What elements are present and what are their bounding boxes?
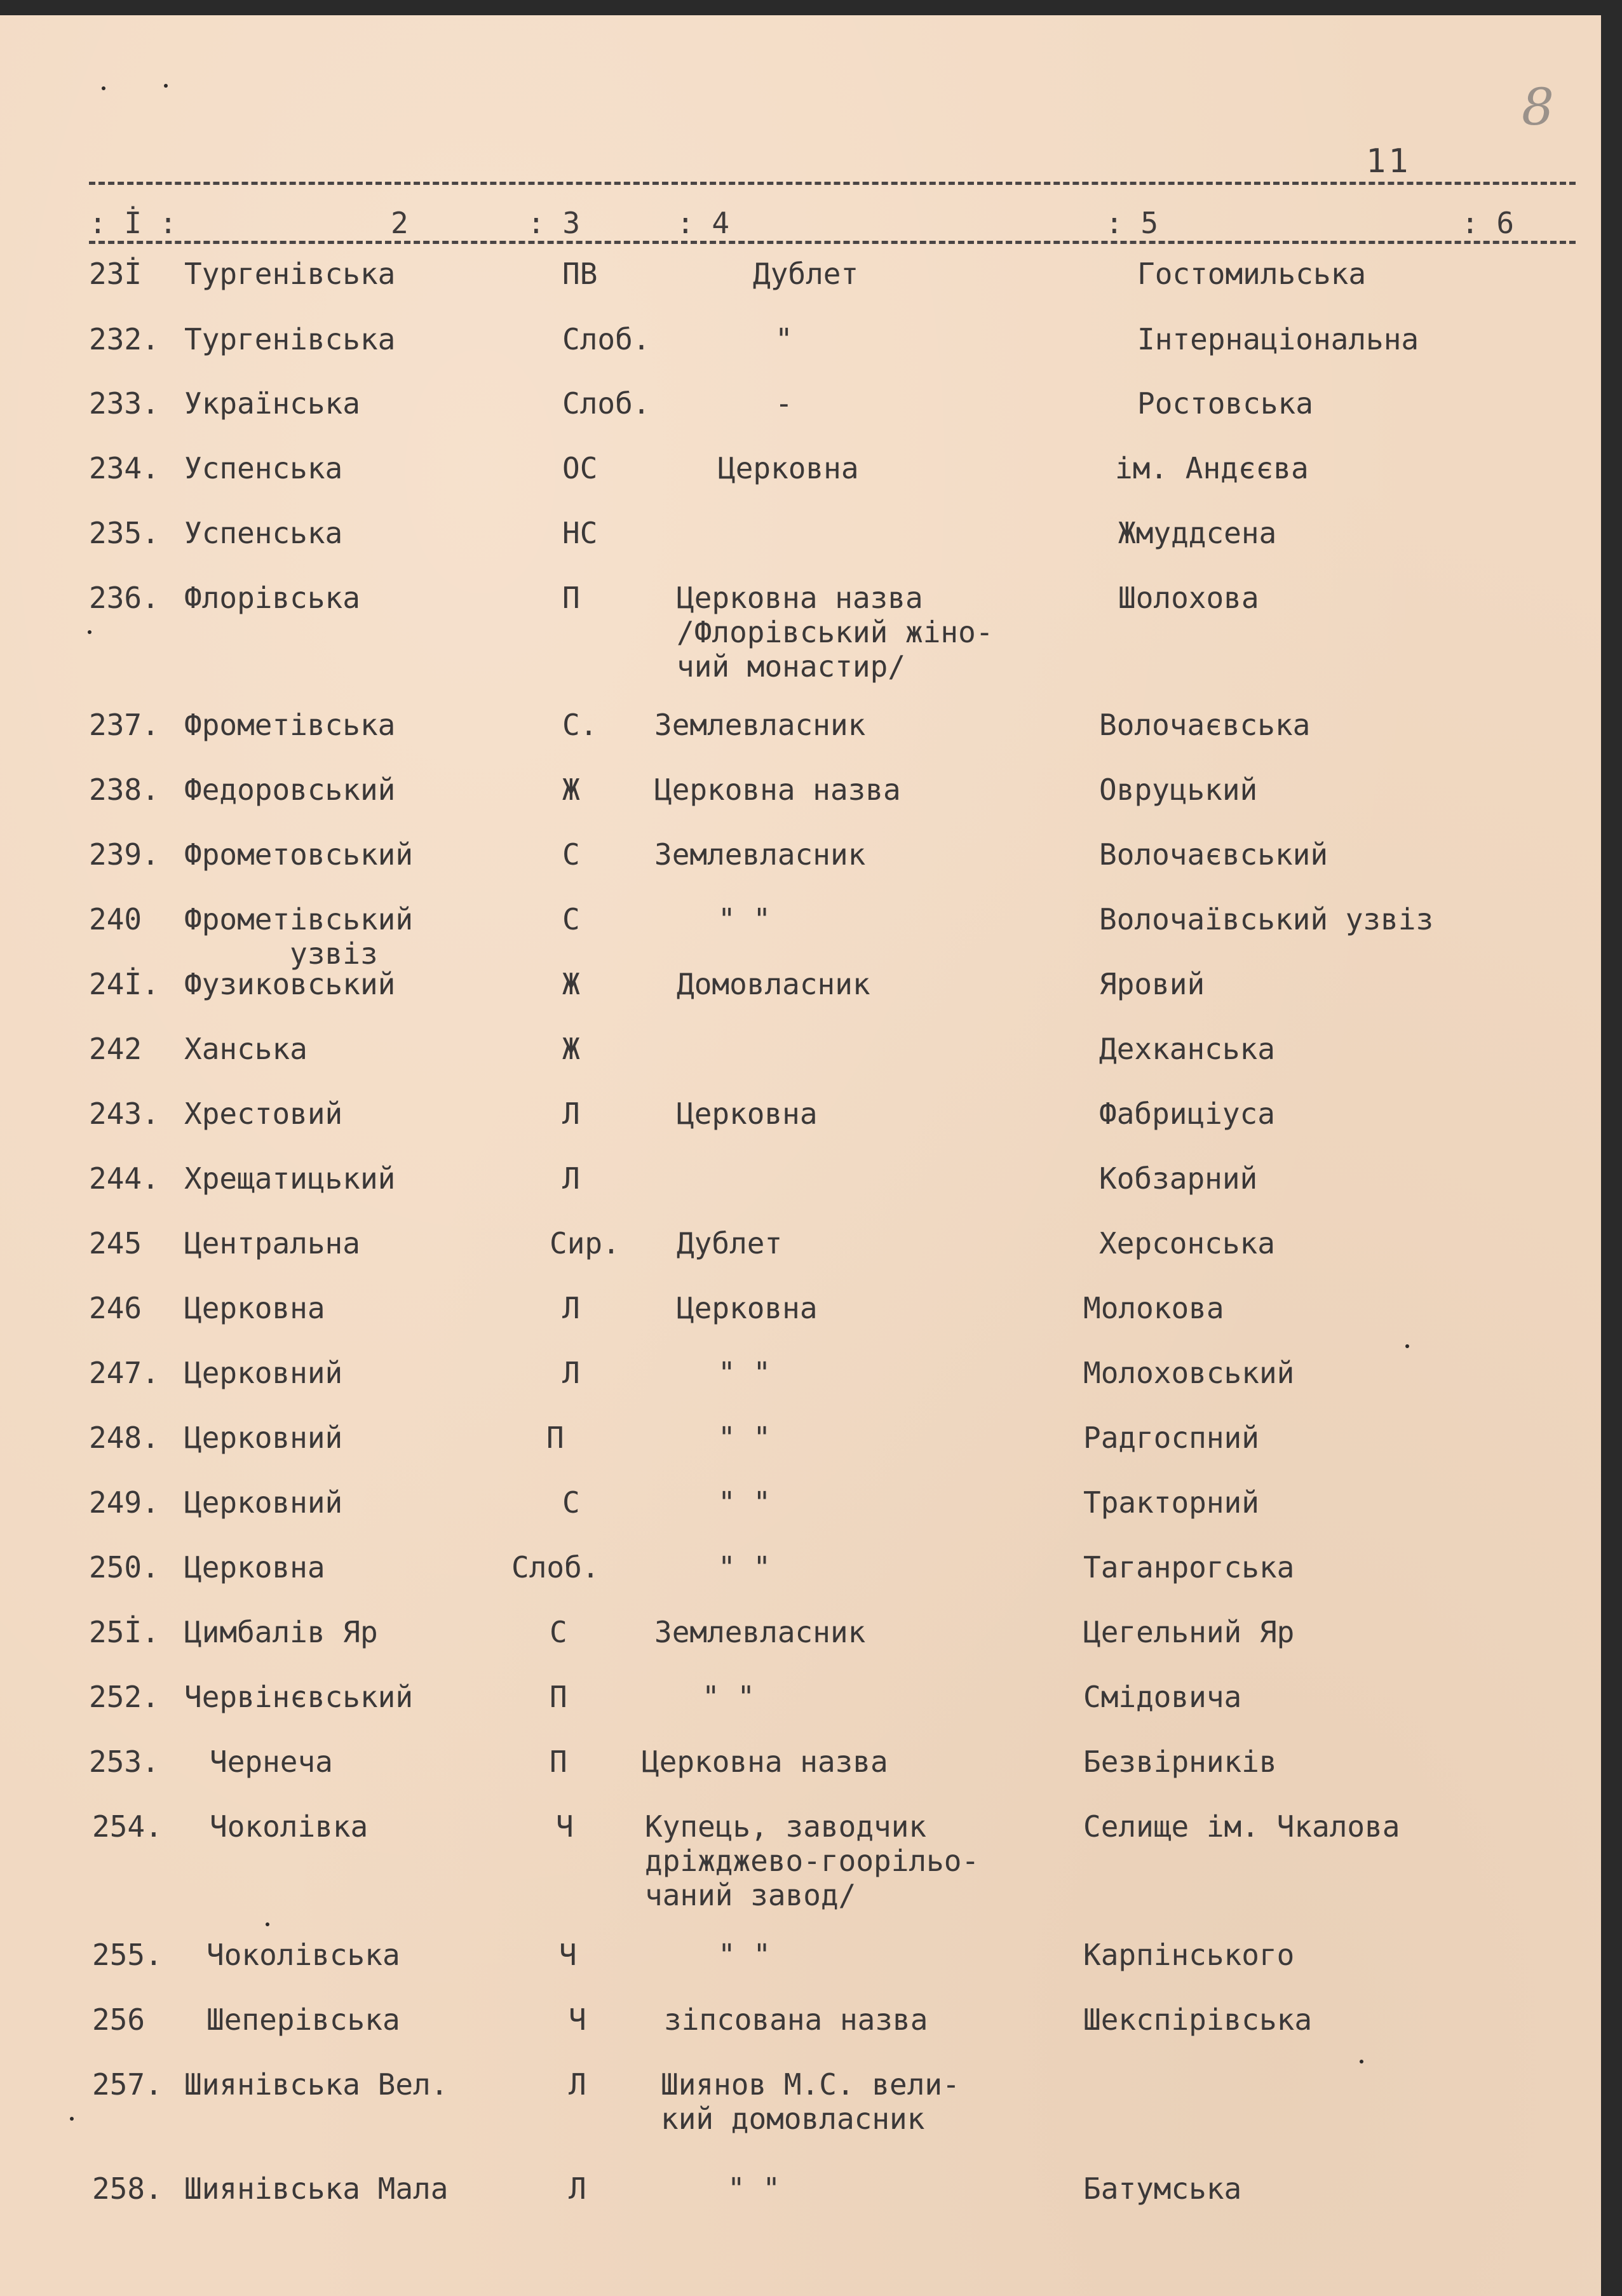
- rename-reason: " ": [718, 1356, 771, 1390]
- rename-reason: " ": [702, 1680, 755, 1714]
- rename-reason: " ": [727, 2171, 781, 2206]
- table-row: [0, 386, 1601, 443]
- new-street-name: ім. Андєєва: [1115, 451, 1309, 485]
- table-row: [0, 708, 1601, 765]
- table-row: [0, 837, 1601, 895]
- rename-reason: Дублет: [753, 257, 859, 291]
- ink-speck: [1405, 1344, 1409, 1348]
- old-street-name: Успенська: [184, 516, 343, 550]
- district-type: С: [550, 1615, 567, 1649]
- row-number: 235.: [89, 516, 159, 550]
- rename-reason: Церковна назва: [642, 1745, 888, 1779]
- row-number: 239.: [89, 837, 159, 872]
- table-row: [0, 1615, 1601, 1672]
- old-street-name: Червінєвський: [184, 1680, 414, 1714]
- new-street-name: Овруцький: [1099, 773, 1258, 807]
- district-type: Ч: [559, 1938, 577, 1972]
- table-row: [0, 773, 1601, 830]
- row-number: 244.: [89, 1161, 159, 1196]
- new-street-name: Інтернаціональна: [1137, 322, 1419, 356]
- district-type: Ч: [569, 2002, 586, 2037]
- old-street-name: Федоровський: [184, 773, 396, 807]
- new-street-name: Смідовича: [1083, 1680, 1242, 1714]
- old-street-name: Фрометівський узвіз: [184, 902, 414, 971]
- header-bottom-rule: [89, 241, 1576, 244]
- rename-reason: Домовласник: [677, 967, 870, 1001]
- new-street-name: Батумська: [1083, 2171, 1242, 2206]
- district-type: Л: [562, 1097, 580, 1131]
- pencil-page-number: 8: [1522, 78, 1554, 137]
- new-street-name: Молоховський: [1083, 1356, 1295, 1390]
- old-street-name: Хрещатицький: [184, 1161, 396, 1196]
- table-row: [0, 1550, 1601, 1607]
- archival-page: [0, 15, 1601, 2296]
- new-street-name: Карпінського: [1083, 1938, 1295, 1972]
- district-type: Л: [569, 2171, 586, 2206]
- district-type: Слоб.: [562, 322, 651, 356]
- new-street-name: Таганрогська: [1083, 1550, 1295, 1584]
- district-type: Ж: [562, 773, 580, 807]
- district-type: Ч: [556, 1809, 574, 1844]
- ink-speck: [266, 1922, 269, 1926]
- new-street-name: Тракторний: [1083, 1485, 1259, 1520]
- header-top-rule: [89, 182, 1576, 185]
- table-row: [0, 1809, 1601, 1930]
- old-street-name: Успенська: [184, 451, 343, 485]
- new-street-name: Шекспірівська: [1083, 2002, 1313, 2037]
- header-col6: : 6: [1461, 206, 1515, 240]
- district-type: Ж: [562, 1032, 580, 1066]
- rename-reason: ": [775, 322, 793, 356]
- old-street-name: Чоколівська: [206, 1938, 400, 1972]
- table-row: [0, 1226, 1601, 1283]
- rename-reason: Церковна: [677, 1291, 818, 1325]
- old-street-name: Тургенівська: [184, 322, 396, 356]
- row-number: 238.: [89, 773, 159, 807]
- row-number: 246: [89, 1291, 142, 1325]
- district-type: Л: [569, 2067, 586, 2102]
- table-row: [0, 2002, 1601, 2060]
- rename-reason: Церковна назва: [654, 773, 901, 807]
- table-row: [0, 2067, 1601, 2156]
- new-street-name: Безвірників: [1083, 1745, 1277, 1779]
- row-number: 242: [89, 1032, 142, 1066]
- new-street-name: Шолохова: [1118, 581, 1259, 615]
- district-type: ПВ: [562, 257, 598, 291]
- old-street-name: Церковний: [184, 1485, 343, 1520]
- row-number: 236.: [89, 581, 159, 615]
- rename-reason: Землевласник: [654, 1615, 866, 1649]
- old-street-name: Чоколівка: [210, 1809, 368, 1844]
- header-col1: : İ :: [89, 206, 177, 240]
- rename-reason: Церковна: [718, 451, 859, 485]
- district-type: П: [550, 1680, 567, 1714]
- rename-reason: Церковна: [677, 1097, 818, 1131]
- row-number: 257.: [92, 2067, 163, 2102]
- old-street-name: Шиянівська Вел.: [184, 2067, 449, 2102]
- new-street-name: Молокова: [1083, 1291, 1224, 1325]
- district-type: НС: [562, 516, 598, 550]
- row-number: 232.: [89, 322, 159, 356]
- table-row: [0, 257, 1601, 314]
- row-number: 245: [89, 1226, 142, 1260]
- old-street-name: Ханська: [184, 1032, 308, 1066]
- table-row: [0, 1356, 1601, 1413]
- new-street-name: Волочаївський узвіз: [1099, 902, 1434, 936]
- rename-reason: " ": [718, 1550, 771, 1584]
- typed-page-number: 11: [1366, 142, 1411, 180]
- new-street-name: Ростовська: [1137, 386, 1313, 421]
- old-street-name: Фузиковський: [184, 967, 396, 1001]
- old-street-name: Центральна: [184, 1226, 360, 1260]
- district-type: Л: [562, 1161, 580, 1196]
- district-type: П: [550, 1745, 567, 1779]
- table-row: [0, 1680, 1601, 1737]
- ink-speck: [164, 84, 168, 88]
- row-number: 237.: [89, 708, 159, 742]
- old-street-name: Фрометівська: [184, 708, 396, 742]
- old-street-name: Цимбалів Яр: [184, 1615, 378, 1649]
- row-number: 234.: [89, 451, 159, 485]
- table-row: [0, 581, 1601, 701]
- district-type: Л: [562, 1356, 580, 1390]
- rename-reason: " ": [718, 1938, 771, 1972]
- district-type: Л: [562, 1291, 580, 1325]
- new-street-name: Гостомильська: [1137, 257, 1367, 291]
- table-row: [0, 1032, 1601, 1089]
- rename-reason: Землевласник: [654, 708, 866, 742]
- ink-speck: [88, 630, 91, 634]
- district-type: С: [562, 837, 580, 872]
- header-col5: : 5: [1105, 206, 1159, 240]
- row-number: 249.: [89, 1485, 159, 1520]
- new-street-name: Кобзарний: [1099, 1161, 1258, 1196]
- table-row: [0, 451, 1601, 508]
- new-street-name: Волочаєвська: [1099, 708, 1311, 742]
- new-street-name: Волочаєвський: [1099, 837, 1328, 872]
- row-number: 253.: [89, 1745, 159, 1779]
- old-street-name: Шиянівська Мала: [184, 2171, 449, 2206]
- district-type: Слоб.: [511, 1550, 600, 1584]
- row-number: 240: [89, 902, 142, 936]
- table-row: [0, 516, 1601, 573]
- district-type: С: [562, 1485, 580, 1520]
- new-street-name: Жмуддсена: [1118, 516, 1277, 550]
- old-street-name: Тургенівська: [184, 257, 396, 291]
- new-street-name: Дехканська: [1099, 1032, 1275, 1066]
- district-type: С: [562, 902, 580, 936]
- header-col4: : 4: [677, 206, 730, 240]
- new-street-name: Яровий: [1099, 967, 1205, 1001]
- header-col3: : 3: [527, 206, 581, 240]
- rename-reason: зіпсована назва: [664, 2002, 928, 2037]
- rename-reason: Дублет: [677, 1226, 783, 1260]
- table-row: [0, 2171, 1601, 2229]
- rename-reason: Землевласник: [654, 837, 866, 872]
- row-number: 252.: [89, 1680, 159, 1714]
- row-number: 247.: [89, 1356, 159, 1390]
- row-number: 25İ.: [89, 1615, 159, 1649]
- district-type: С.: [562, 708, 598, 742]
- new-street-name: Селище ім. Чкалова: [1083, 1809, 1400, 1844]
- old-street-name: Фрометовський: [184, 837, 414, 872]
- table-row: [0, 1938, 1601, 1995]
- rename-reason: " ": [718, 1485, 771, 1520]
- row-number: 256: [92, 2002, 145, 2037]
- row-number: 255.: [92, 1938, 163, 1972]
- old-street-name: Церковна: [184, 1550, 325, 1584]
- row-number: 233.: [89, 386, 159, 421]
- district-type: Ж: [562, 967, 580, 1001]
- row-number: 250.: [89, 1550, 159, 1584]
- table-row: [0, 1161, 1601, 1219]
- district-type: П: [546, 1421, 564, 1455]
- rename-reason: Шиянов М.С. вели- кий домовласник: [661, 2067, 960, 2136]
- old-street-name: Чернеча: [210, 1745, 333, 1779]
- old-street-name: Церковний: [184, 1421, 343, 1455]
- new-street-name: Цегельний Яр: [1083, 1615, 1295, 1649]
- table-row: [0, 1291, 1601, 1348]
- district-type: Слоб.: [562, 386, 651, 421]
- rename-reason: " ": [718, 1421, 771, 1455]
- row-number: 23İ: [89, 257, 142, 291]
- new-street-name: Радгоспний: [1083, 1421, 1259, 1455]
- rename-reason: " ": [718, 902, 771, 936]
- row-number: 243.: [89, 1097, 159, 1131]
- rename-reason: Купець, заводчик дріжджево-гоорільо- чаний завод/: [645, 1809, 980, 1912]
- rename-reason: -: [775, 386, 793, 421]
- table-row: [0, 1745, 1601, 1802]
- table-row: [0, 1485, 1601, 1543]
- ink-speck: [1360, 2060, 1363, 2063]
- table-row: [0, 1097, 1601, 1154]
- table-row: [0, 1421, 1601, 1478]
- old-street-name: Українська: [184, 386, 360, 421]
- district-type: П: [562, 581, 580, 615]
- district-type: ОС: [562, 451, 598, 485]
- table-row: [0, 322, 1601, 379]
- table-row: [0, 967, 1601, 1024]
- ink-speck: [102, 86, 105, 90]
- old-street-name: Церковна: [184, 1291, 325, 1325]
- row-number: 24İ.: [89, 967, 159, 1001]
- old-street-name: Хрестовий: [184, 1097, 343, 1131]
- new-street-name: Херсонська: [1099, 1226, 1275, 1260]
- old-street-name: Шеперівська: [206, 2002, 400, 2037]
- new-street-name: Фабриціуса: [1099, 1097, 1275, 1131]
- header-col2: 2: [391, 206, 409, 240]
- old-street-name: Флорівська: [184, 581, 360, 615]
- ink-speck: [70, 2117, 74, 2121]
- row-number: 248.: [89, 1421, 159, 1455]
- district-type: Сир.: [550, 1226, 620, 1260]
- row-number: 254.: [92, 1809, 163, 1844]
- old-street-name: Церковний: [184, 1356, 343, 1390]
- row-number: 258.: [92, 2171, 163, 2206]
- table-row: [0, 902, 1601, 971]
- rename-reason: Церковна назва /Флорівський жіно- чий монастир/: [677, 581, 994, 684]
